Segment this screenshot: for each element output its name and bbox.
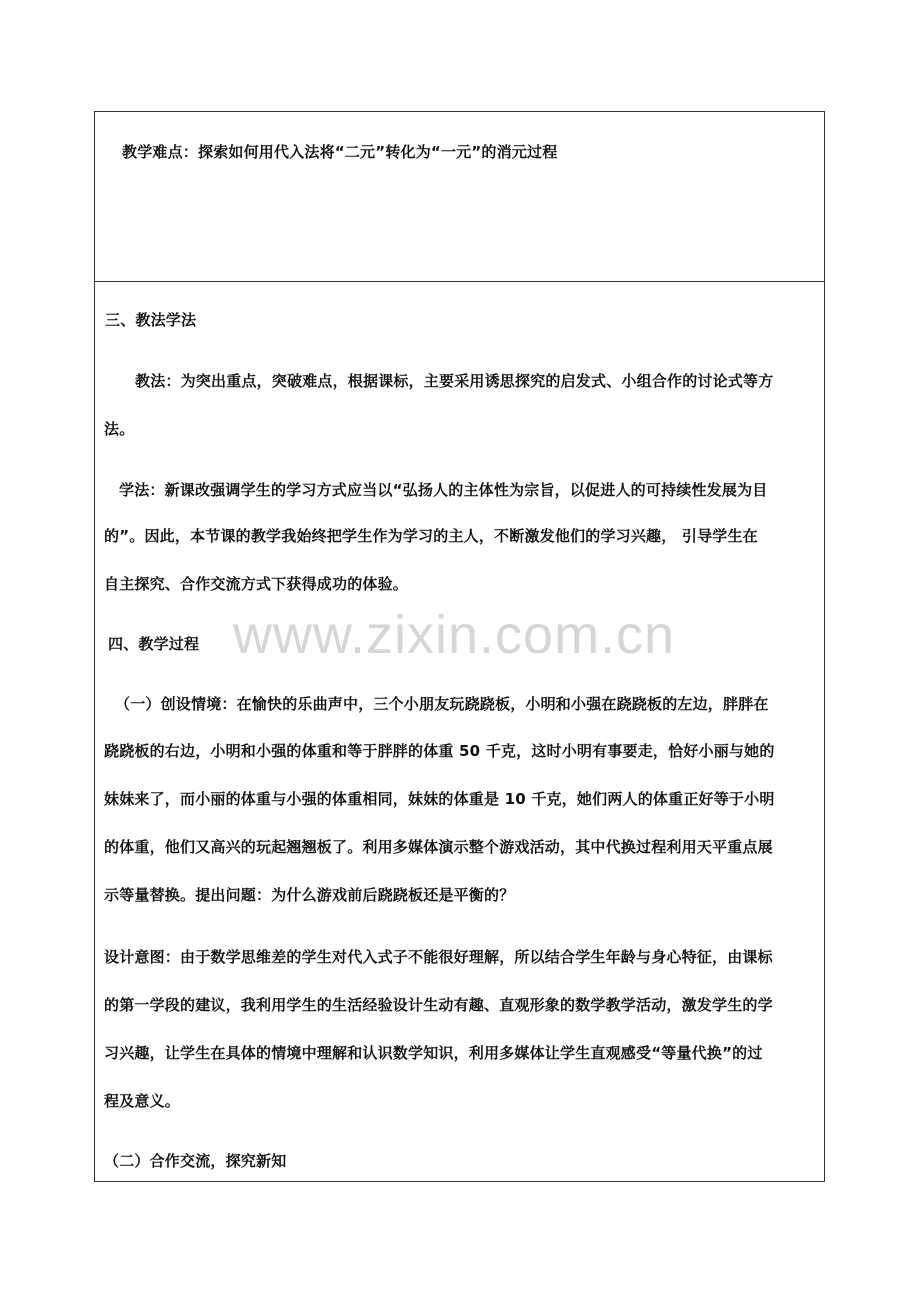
- teaching-method-line-2: 法。: [104, 420, 135, 438]
- section-3-heading: 三、教法学法: [105, 311, 197, 329]
- cooperation-heading: （二）合作交流，探究新知: [104, 1152, 287, 1170]
- learning-method-line-1: 学法：新课改强调学生的学习方式应当以“弘扬人的主体性为宗旨，以促进人的可持续性发展为目: [119, 481, 768, 499]
- teaching-method-line-1: 教法：为突出重点，突破难点，根据课标，主要采用诱思探究的启发式、小组合作的讨论式等方: [135, 372, 774, 390]
- scenario-line-5: 示等量替换。提出问题：为什么游戏前后跷跷板还是平衡的？: [104, 886, 515, 904]
- scenario-line-1: （一）创设情境：在愉快的乐曲声中，三个小朋友玩跷跷板，小明和小强在跷跷板的左边，胖胖在: [115, 695, 769, 713]
- scenario-line-2: 跷跷板的右边，小明和小强的体重和等于胖胖的体重 50 千克，这时小明有事要走，恰好小丽与她的: [104, 742, 775, 760]
- design-intent-line-2: 的第一学段的建议，我利用学生的生活经验设计生动有趣、直观形象的数学教学活动，激发学生的学: [104, 996, 773, 1014]
- learning-method-line-2: 的”。因此，本节课的教学我始终把学生作为学习的主人，不断激发他们的学习兴趣， 引导学生在: [104, 527, 758, 545]
- teaching-difficulty-text: 教学难点：探索如何用代入法将“二元”转化为“一元”的消元过程: [122, 143, 558, 161]
- scenario-line-3: 妹妹来了，而小丽的体重与小强的体重相同，妹妹的体重是 10 千克，她们两人的体重正好等于小明: [104, 790, 775, 808]
- design-intent-line-4: 程及意义。: [104, 1092, 181, 1110]
- scenario-line-4: 的体重，他们又高兴的玩起翘翘板了。利用多媒体演示整个游戏活动，其中代换过程利用天平重点展: [104, 838, 773, 856]
- section-4-heading: 四、教学过程: [108, 635, 200, 653]
- learning-method-line-3: 自主探究、合作交流方式下获得成功的体验。: [104, 575, 409, 593]
- row-divider: [95, 281, 824, 282]
- watermark: www.zixin.com.cn: [233, 605, 676, 665]
- design-intent-line-3: 习兴趣，让学生在具体的情境中理解和认识数学知识，利用多媒体让学生直观感受“等量代换”的过: [104, 1044, 763, 1062]
- design-intent-line-1: 设计意图：由于数学思维差的学生对代入式子不能很好理解，所以结合学生年龄与身心特征，由课标: [104, 948, 773, 966]
